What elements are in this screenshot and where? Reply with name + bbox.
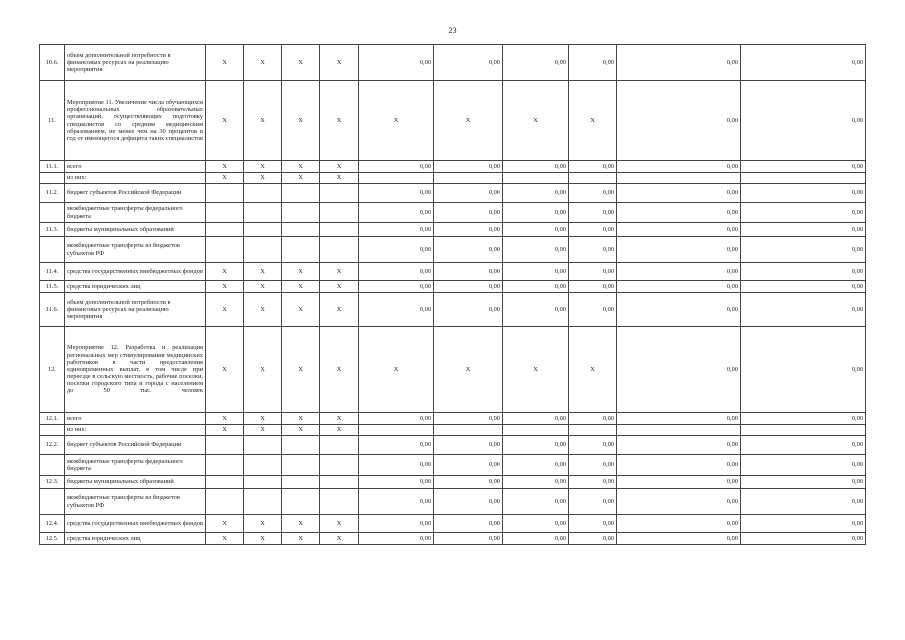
- marker-cell: [320, 476, 359, 489]
- table-row: [40, 515, 866, 533]
- table-row: [40, 281, 866, 293]
- marker-cell: X: [320, 413, 359, 425]
- marker-cell: X: [206, 327, 244, 413]
- row-number: 12.4.: [40, 515, 65, 533]
- row-description: из них:: [65, 173, 206, 184]
- row-number: [40, 203, 65, 223]
- value-cell: 0,00: [741, 413, 866, 425]
- value-cell: 0,00: [359, 161, 434, 173]
- budget-table: [39, 44, 866, 545]
- marker-cell: X: [282, 413, 320, 425]
- value-cell: 0,00: [569, 184, 617, 203]
- value-cell: [741, 173, 866, 184]
- marker-cell: X: [282, 327, 320, 413]
- row-description: межбюджетные трансферты федерального бюджета: [65, 203, 206, 223]
- marker-cell: X: [320, 293, 359, 327]
- value-cell: 0,00: [617, 413, 741, 425]
- table-row: [40, 327, 866, 413]
- value-cell: 0,00: [741, 281, 866, 293]
- value-cell: [503, 173, 569, 184]
- value-cell: 0,00: [359, 476, 434, 489]
- marker-cell: [206, 476, 244, 489]
- value-cell: 0,00: [617, 489, 741, 515]
- marker-cell: X: [244, 327, 282, 413]
- marker-cell: X: [282, 281, 320, 293]
- value-cell: 0,00: [569, 223, 617, 237]
- value-cell: [359, 425, 434, 436]
- row-number: 12.: [40, 327, 65, 413]
- marker-cell: [244, 237, 282, 263]
- marker-cell: [206, 436, 244, 455]
- value-cell: 0,00: [359, 293, 434, 327]
- marker-cell: X: [206, 425, 244, 436]
- table-row: [40, 237, 866, 263]
- value-cell: 0,00: [503, 161, 569, 173]
- value-cell: 0,00: [434, 489, 503, 515]
- row-number: [40, 455, 65, 476]
- value-cell: 0,00: [434, 413, 503, 425]
- value-cell: 0,00: [434, 263, 503, 281]
- value-cell: 0,00: [569, 203, 617, 223]
- value-cell: 0,00: [434, 293, 503, 327]
- value-cell: 0,00: [503, 263, 569, 281]
- value-cell: 0,00: [569, 237, 617, 263]
- value-cell: 0,00: [617, 515, 741, 533]
- marker-cell: [244, 436, 282, 455]
- marker-cell: X: [206, 173, 244, 184]
- table-row: [40, 223, 866, 237]
- marker-cell: X: [320, 281, 359, 293]
- table-row: [40, 533, 866, 545]
- marker-cell: X: [206, 533, 244, 545]
- value-cell: 0,00: [359, 223, 434, 237]
- marker-cell: [206, 455, 244, 476]
- value-cell: 0,00: [569, 45, 617, 81]
- value-cell: 0,00: [569, 515, 617, 533]
- value-cell: 0,00: [434, 203, 503, 223]
- marker-cell: X: [244, 281, 282, 293]
- value-cell: 0,00: [617, 184, 741, 203]
- value-cell: 0,00: [359, 184, 434, 203]
- row-number: 12.3.: [40, 476, 65, 489]
- marker-cell: [320, 489, 359, 515]
- value-cell: 0,00: [359, 45, 434, 81]
- marker-cell: X: [320, 263, 359, 281]
- value-cell: 0,00: [359, 489, 434, 515]
- marker-cell: X: [244, 515, 282, 533]
- page-number: 23: [448, 26, 457, 35]
- value-cell: 0,00: [741, 533, 866, 545]
- value-cell: 0,00: [503, 533, 569, 545]
- table-body: [40, 45, 866, 545]
- marker-cell: X: [206, 263, 244, 281]
- value-cell: 0,00: [741, 45, 866, 81]
- marker-cell: X: [320, 327, 359, 413]
- marker-cell: X: [320, 45, 359, 81]
- table-row: [40, 455, 866, 476]
- marker-cell: X: [282, 515, 320, 533]
- value-cell: 0,00: [359, 203, 434, 223]
- row-description: межбюджетные трансферты из бюджетов субъектов РФ: [65, 489, 206, 515]
- row-number: 10.6.: [40, 45, 65, 81]
- value-cell: 0,00: [617, 455, 741, 476]
- row-number: 11.2.: [40, 184, 65, 203]
- marker-cell: X: [320, 533, 359, 545]
- value-cell: [741, 425, 866, 436]
- value-cell: X: [359, 327, 434, 413]
- value-cell: 0,00: [434, 436, 503, 455]
- marker-cell: [282, 489, 320, 515]
- marker-cell: X: [206, 81, 244, 161]
- marker-cell: X: [206, 45, 244, 81]
- marker-cell: [320, 223, 359, 237]
- marker-cell: X: [244, 161, 282, 173]
- marker-cell: X: [282, 173, 320, 184]
- value-cell: 0,00: [741, 237, 866, 263]
- marker-cell: [244, 455, 282, 476]
- table-row: [40, 476, 866, 489]
- row-description: средства государственных внебюджетных фондов: [65, 515, 206, 533]
- value-cell: 0,00: [617, 263, 741, 281]
- row-number: 11.4.: [40, 263, 65, 281]
- row-description: Мероприятие 12. Разработка и реализация региональных мер стимулирования медицинских работников в части предоставления единовременных выплат, в том числе при переезде в сельскую местность, рабочие поселки, поселки городского типа и города с населением до 50 тыс. человек: [65, 327, 206, 413]
- marker-cell: X: [282, 293, 320, 327]
- value-cell: 0,00: [359, 413, 434, 425]
- row-description: Мероприятие 11. Увеличение числа обучающихся профессиональных образовательных организаций, осуществляющих подготовку специалистов со средним медицинским образованием, не менее чем на 30 процентов в год от имеющегося дефицита таких специалистов: [65, 81, 206, 161]
- row-number: [40, 173, 65, 184]
- marker-cell: X: [320, 161, 359, 173]
- marker-cell: [320, 203, 359, 223]
- value-cell: 0,00: [434, 455, 503, 476]
- marker-cell: X: [282, 161, 320, 173]
- row-number: [40, 237, 65, 263]
- marker-cell: X: [244, 173, 282, 184]
- value-cell: 0,00: [741, 476, 866, 489]
- value-cell: X: [569, 327, 617, 413]
- value-cell: 0,00: [741, 436, 866, 455]
- marker-cell: X: [320, 515, 359, 533]
- marker-cell: [282, 436, 320, 455]
- value-cell: 0,00: [434, 45, 503, 81]
- value-cell: 0,00: [503, 413, 569, 425]
- row-number: 12.5.: [40, 533, 65, 545]
- row-description: межбюджетные трансферты федерального бюджета: [65, 455, 206, 476]
- marker-cell: [244, 203, 282, 223]
- value-cell: 0,00: [741, 161, 866, 173]
- value-cell: 0,00: [359, 455, 434, 476]
- value-cell: X: [434, 327, 503, 413]
- marker-cell: X: [282, 533, 320, 545]
- row-description: бюджеты муниципальных образований: [65, 223, 206, 237]
- row-description: из них:: [65, 425, 206, 436]
- value-cell: 0,00: [741, 223, 866, 237]
- marker-cell: X: [282, 425, 320, 436]
- marker-cell: [320, 237, 359, 263]
- table-row: [40, 436, 866, 455]
- value-cell: 0,00: [434, 476, 503, 489]
- row-number: 12.2.: [40, 436, 65, 455]
- value-cell: [569, 425, 617, 436]
- value-cell: 0,00: [503, 476, 569, 489]
- value-cell: 0,00: [569, 281, 617, 293]
- marker-cell: [320, 436, 359, 455]
- value-cell: 0,00: [503, 455, 569, 476]
- value-cell: 0,00: [569, 293, 617, 327]
- value-cell: 0,00: [617, 237, 741, 263]
- value-cell: 0,00: [359, 436, 434, 455]
- value-cell: 0,00: [569, 533, 617, 545]
- marker-cell: X: [282, 263, 320, 281]
- value-cell: X: [503, 327, 569, 413]
- table-row: [40, 263, 866, 281]
- value-cell: 0,00: [569, 455, 617, 476]
- value-cell: 0,00: [503, 489, 569, 515]
- marker-cell: [206, 489, 244, 515]
- value-cell: 0,00: [617, 203, 741, 223]
- marker-cell: X: [320, 173, 359, 184]
- marker-cell: X: [244, 263, 282, 281]
- row-number: 11.1.: [40, 161, 65, 173]
- value-cell: 0,00: [741, 515, 866, 533]
- row-number: [40, 425, 65, 436]
- value-cell: [569, 173, 617, 184]
- value-cell: [617, 173, 741, 184]
- marker-cell: X: [206, 413, 244, 425]
- row-description: объем дополнительной потребности в финансовых ресурсах на реализацию мероприятия: [65, 293, 206, 327]
- value-cell: 0,00: [503, 281, 569, 293]
- marker-cell: [206, 203, 244, 223]
- marker-cell: X: [206, 515, 244, 533]
- value-cell: 0,00: [617, 533, 741, 545]
- value-cell: 0,00: [503, 223, 569, 237]
- value-cell: 0,00: [359, 533, 434, 545]
- value-cell: 0,00: [741, 489, 866, 515]
- value-cell: 0,00: [617, 293, 741, 327]
- marker-cell: X: [282, 45, 320, 81]
- marker-cell: X: [206, 281, 244, 293]
- marker-cell: [206, 223, 244, 237]
- table-row: [40, 293, 866, 327]
- row-description: бюджет субъектов Российской Федерации: [65, 184, 206, 203]
- value-cell: 0,00: [503, 436, 569, 455]
- marker-cell: [282, 455, 320, 476]
- marker-cell: X: [244, 81, 282, 161]
- value-cell: 0,00: [617, 327, 741, 413]
- marker-cell: X: [320, 81, 359, 161]
- marker-cell: X: [282, 81, 320, 161]
- table-row: [40, 489, 866, 515]
- value-cell: 0,00: [569, 161, 617, 173]
- row-description: средства государственных внебюджетных фондов: [65, 263, 206, 281]
- marker-cell: [320, 184, 359, 203]
- value-cell: 0,00: [617, 281, 741, 293]
- value-cell: 0,00: [617, 161, 741, 173]
- row-number: 12.1.: [40, 413, 65, 425]
- marker-cell: X: [244, 45, 282, 81]
- value-cell: 0,00: [503, 45, 569, 81]
- value-cell: 0,00: [741, 184, 866, 203]
- marker-cell: [244, 489, 282, 515]
- row-number: 11.6.: [40, 293, 65, 327]
- row-number: 11.5.: [40, 281, 65, 293]
- marker-cell: [282, 237, 320, 263]
- value-cell: 0,00: [741, 455, 866, 476]
- value-cell: 0,00: [617, 476, 741, 489]
- value-cell: 0,00: [617, 45, 741, 81]
- marker-cell: X: [244, 293, 282, 327]
- marker-cell: [320, 455, 359, 476]
- marker-cell: [282, 223, 320, 237]
- row-description: всего: [65, 161, 206, 173]
- value-cell: 0,00: [434, 533, 503, 545]
- row-number: 11.: [40, 81, 65, 161]
- marker-cell: X: [244, 413, 282, 425]
- row-number: 11.3.: [40, 223, 65, 237]
- table-row: [40, 184, 866, 203]
- value-cell: 0,00: [741, 263, 866, 281]
- marker-cell: [282, 184, 320, 203]
- row-number: [40, 489, 65, 515]
- marker-cell: [244, 223, 282, 237]
- value-cell: [503, 425, 569, 436]
- row-description: средства юридических лиц: [65, 281, 206, 293]
- value-cell: [434, 173, 503, 184]
- value-cell: 0,00: [434, 237, 503, 263]
- value-cell: X: [434, 81, 503, 161]
- table-row: [40, 425, 866, 436]
- marker-cell: X: [206, 161, 244, 173]
- value-cell: 0,00: [359, 281, 434, 293]
- table-row: [40, 81, 866, 161]
- value-cell: 0,00: [434, 281, 503, 293]
- value-cell: 0,00: [434, 184, 503, 203]
- marker-cell: X: [244, 533, 282, 545]
- value-cell: 0,00: [359, 237, 434, 263]
- row-description: бюджет субъектов Российской Федерации: [65, 436, 206, 455]
- marker-cell: X: [206, 293, 244, 327]
- row-description: бюджеты муниципальных образований: [65, 476, 206, 489]
- marker-cell: [244, 184, 282, 203]
- table-row: [40, 203, 866, 223]
- value-cell: 0,00: [359, 263, 434, 281]
- value-cell: 0,00: [569, 263, 617, 281]
- value-cell: 0,00: [741, 293, 866, 327]
- row-description: всего: [65, 413, 206, 425]
- value-cell: X: [503, 81, 569, 161]
- marker-cell: [206, 237, 244, 263]
- value-cell: 0,00: [617, 436, 741, 455]
- value-cell: 0,00: [569, 436, 617, 455]
- value-cell: X: [359, 81, 434, 161]
- marker-cell: X: [244, 425, 282, 436]
- value-cell: 0,00: [503, 203, 569, 223]
- marker-cell: [282, 203, 320, 223]
- value-cell: 0,00: [434, 515, 503, 533]
- table-row: [40, 161, 866, 173]
- table-row: [40, 413, 866, 425]
- marker-cell: X: [320, 425, 359, 436]
- value-cell: 0,00: [741, 327, 866, 413]
- value-cell: [359, 173, 434, 184]
- value-cell: 0,00: [569, 413, 617, 425]
- value-cell: 0,00: [741, 203, 866, 223]
- value-cell: 0,00: [434, 161, 503, 173]
- value-cell: 0,00: [503, 237, 569, 263]
- value-cell: 0,00: [741, 81, 866, 161]
- value-cell: 0,00: [359, 515, 434, 533]
- value-cell: 0,00: [617, 81, 741, 161]
- table-row: [40, 173, 866, 184]
- marker-cell: [282, 476, 320, 489]
- marker-cell: [206, 184, 244, 203]
- table-row: [40, 45, 866, 81]
- value-cell: [617, 425, 741, 436]
- row-description: средства юридических лиц: [65, 533, 206, 545]
- row-description: межбюджетные трансферты из бюджетов субъектов РФ: [65, 237, 206, 263]
- value-cell: 0,00: [569, 489, 617, 515]
- value-cell: [434, 425, 503, 436]
- value-cell: X: [569, 81, 617, 161]
- value-cell: 0,00: [617, 223, 741, 237]
- value-cell: 0,00: [503, 515, 569, 533]
- value-cell: 0,00: [503, 184, 569, 203]
- row-description: объем дополнительной потребности в финансовых ресурсах на реализацию мероприятия: [65, 45, 206, 81]
- value-cell: 0,00: [569, 476, 617, 489]
- marker-cell: [244, 476, 282, 489]
- value-cell: 0,00: [434, 223, 503, 237]
- value-cell: 0,00: [503, 293, 569, 327]
